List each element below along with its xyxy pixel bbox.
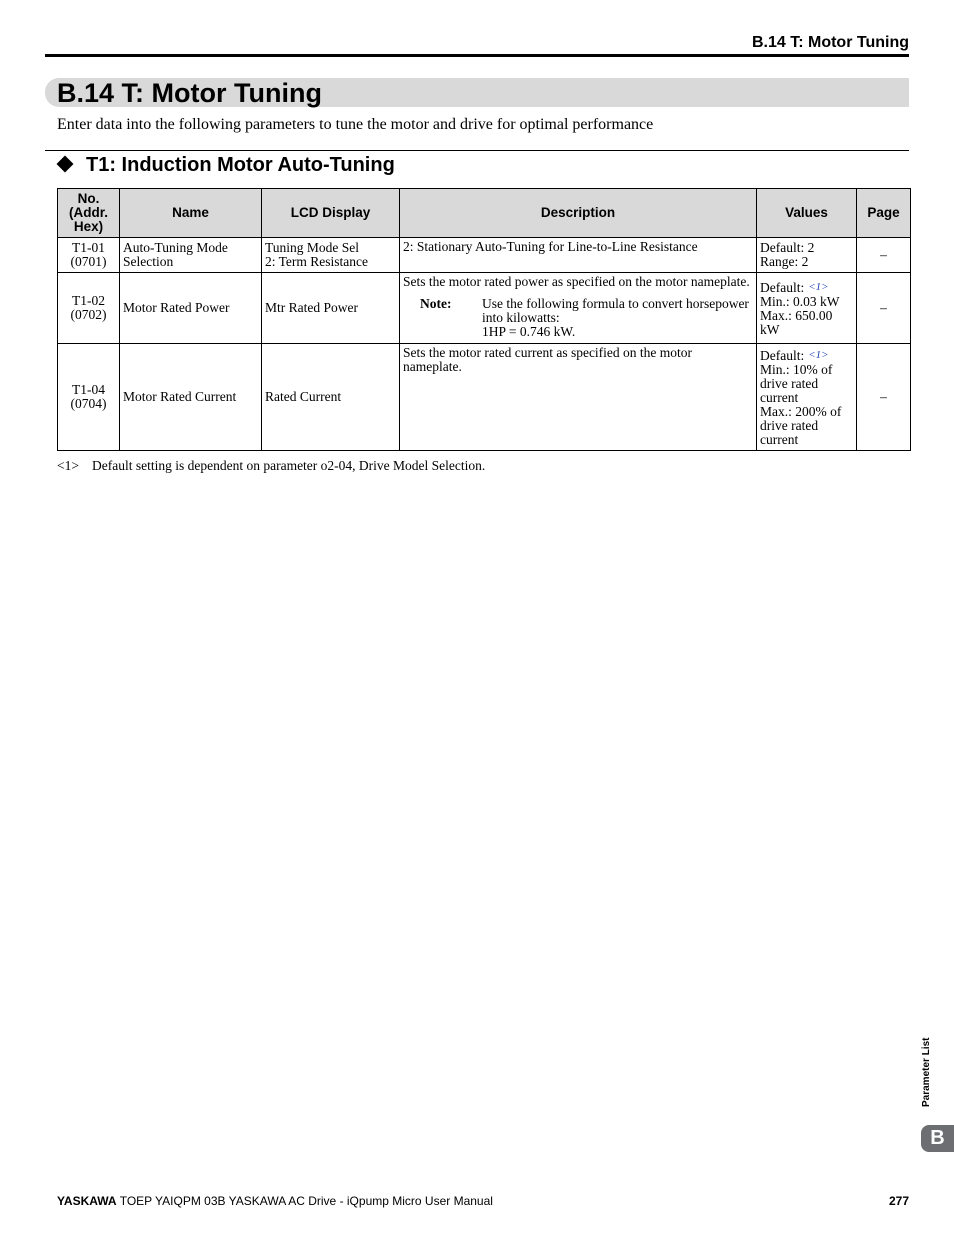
- param-default: Default:: [760, 279, 805, 295]
- param-note: [403, 297, 753, 339]
- footer-manual-title: TOEP YAIQPM 03B YASKAWA AC Drive - iQpump Micro User Manual: [119, 1194, 493, 1208]
- header-rule: [45, 54, 909, 57]
- param-no: T1-01: [72, 240, 105, 255]
- param-name: Motor Rated Current: [120, 344, 262, 451]
- footnote-ref-link[interactable]: <1>: [808, 280, 829, 293]
- footnote: [57, 458, 485, 474]
- param-page: –: [857, 344, 911, 451]
- running-header: B.14 T: Motor Tuning: [751, 34, 909, 51]
- table-header-row: [58, 189, 911, 238]
- col-header-page: Page: [857, 189, 911, 238]
- param-addr: (0701): [70, 254, 107, 269]
- param-max: Max.: 650.00 kW: [760, 307, 833, 337]
- parameter-table: [57, 188, 911, 451]
- param-lcd-line2: 2: Term Resistance: [265, 254, 369, 269]
- note-line2: 1HP = 0.746 kW.: [482, 324, 576, 339]
- param-page: –: [857, 238, 911, 273]
- param-range: Range: 2: [760, 254, 809, 269]
- section-title: B.14 T: Motor Tuning: [57, 78, 322, 108]
- col-header-lcd: LCD Display: [262, 189, 400, 238]
- param-name-line2: Selection: [123, 254, 174, 269]
- param-values-cell: [757, 238, 857, 273]
- col-header-description: Description: [400, 189, 757, 238]
- param-description-cell: [400, 273, 757, 344]
- param-max: Max.: 200% of drive rated current: [760, 403, 842, 447]
- param-name: Motor Rated Power: [120, 273, 262, 344]
- intro-paragraph: Enter data into the following parameters to tune the motor and drive for optimal performance: [57, 116, 654, 133]
- col-header-no-line2: (Addr.: [69, 205, 108, 220]
- param-min: Min.: 0.03 kW: [760, 293, 840, 309]
- note-label: Note:: [420, 296, 452, 311]
- param-lcd: Mtr Rated Power: [262, 273, 400, 344]
- note-body: [482, 297, 753, 339]
- diamond-bullet-icon: [57, 156, 74, 173]
- subsection-rule: [45, 150, 909, 151]
- param-no-cell: [58, 238, 120, 273]
- col-header-no: [58, 189, 120, 238]
- col-header-no-line1: No.: [77, 191, 100, 206]
- param-description: Sets the motor rated power as specified on the motor nameplate.: [403, 274, 750, 289]
- param-min: Min.: 10% of drive rated current: [760, 361, 833, 405]
- param-name-cell: [120, 238, 262, 273]
- param-addr: (0702): [70, 307, 107, 322]
- param-description: Sets the motor rated current as specified on the motor nameplate.: [400, 344, 757, 451]
- param-no-cell: [58, 344, 120, 451]
- param-values-cell: [757, 344, 857, 451]
- side-tab-label: Parameter List: [921, 1037, 932, 1107]
- param-default: Default: 2: [760, 240, 815, 255]
- subsection-title: T1: Induction Motor Auto-Tuning: [86, 154, 395, 176]
- note-line1: Use the following formula to convert horsepower into kilowatts:: [482, 296, 749, 325]
- param-default-line: [760, 348, 853, 363]
- param-no: T1-04: [72, 382, 105, 397]
- footer-manual-info: [57, 1194, 493, 1208]
- param-values-cell: [757, 273, 857, 344]
- footnote-text: Default setting is dependent on parameter o2-04, Drive Model Selection.: [92, 458, 486, 473]
- footer-brand: YASKAWA: [57, 1194, 117, 1208]
- table-row: [58, 344, 911, 451]
- param-name-line1: Auto-Tuning Mode: [123, 240, 228, 255]
- param-lcd-line1: Tuning Mode Sel: [265, 240, 360, 255]
- table-row: [58, 273, 911, 344]
- param-description: 2: Stationary Auto-Tuning for Line-to-Line Resistance: [400, 238, 757, 273]
- param-no: T1-02: [72, 293, 105, 308]
- page-number: 277: [888, 1194, 909, 1208]
- param-lcd-cell: [262, 238, 400, 273]
- param-default-line: [760, 280, 853, 295]
- param-lcd: Rated Current: [262, 344, 400, 451]
- table-row: [58, 238, 911, 273]
- side-tab-letter[interactable]: B: [921, 1125, 954, 1152]
- col-header-no-line3: Hex): [73, 219, 104, 234]
- footnote-ref-link[interactable]: <1>: [808, 348, 829, 361]
- col-header-values: Values: [757, 189, 857, 238]
- param-default: Default:: [760, 347, 805, 363]
- param-no-cell: [58, 273, 120, 344]
- footnote-mark: <1>: [57, 458, 79, 473]
- param-page: –: [857, 273, 911, 344]
- col-header-name: Name: [120, 189, 262, 238]
- param-addr: (0704): [70, 396, 107, 411]
